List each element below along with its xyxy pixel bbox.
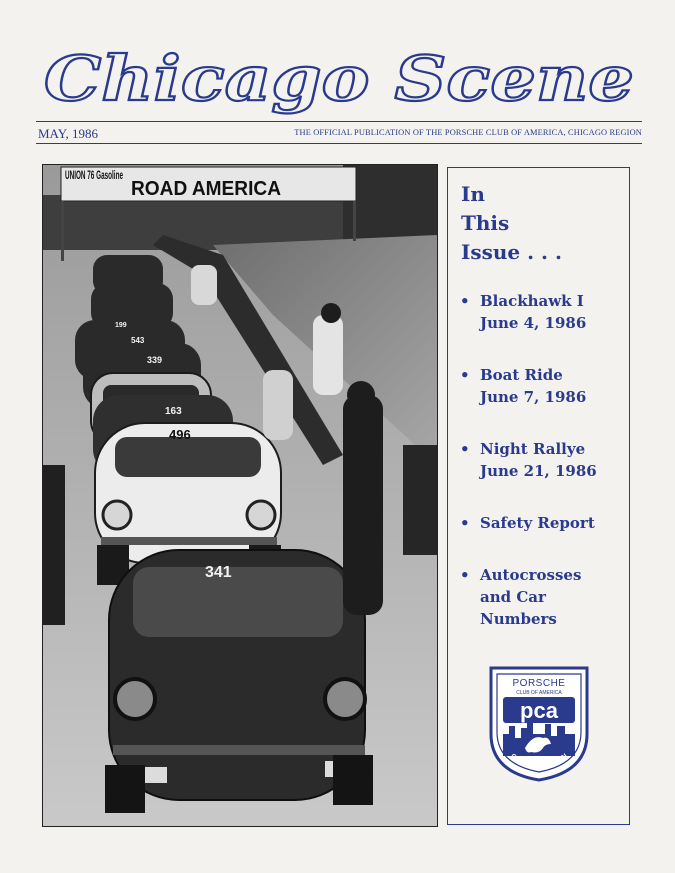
bullet-icon: • bbox=[460, 440, 470, 458]
bullet-icon: • bbox=[460, 292, 470, 310]
pca-chicago-region-logo bbox=[485, 664, 593, 782]
issue-item-line: Numbers bbox=[480, 610, 557, 628]
masthead-text: Chicago Scene bbox=[44, 44, 634, 115]
cover-photo-illustration bbox=[43, 165, 437, 826]
logo-porsche-text: PORSCHE bbox=[512, 678, 566, 689]
heading-line: This bbox=[461, 211, 510, 235]
issue-item-title: Autocrosses bbox=[480, 566, 582, 584]
in-this-issue-box bbox=[447, 167, 630, 825]
publication-tagline: THE OFFICIAL PUBLICATION OF THE PORSCHE CLUB OF AMERICA, CHICAGO REGION bbox=[294, 128, 642, 137]
top-rule bbox=[36, 121, 642, 122]
bottom-rule bbox=[36, 143, 642, 144]
banner-main-text: ROAD AMERICA bbox=[131, 178, 281, 200]
issue-item-date: June 7, 1986 bbox=[480, 388, 587, 406]
logo-club-text: CLUB OF AMERICA bbox=[516, 690, 562, 696]
bullet-icon: • bbox=[460, 366, 470, 384]
car-number-163: 163 bbox=[165, 406, 182, 417]
issue-item-date: June 21, 1986 bbox=[480, 462, 597, 480]
issue-item-safety-report bbox=[458, 512, 628, 534]
issue-list bbox=[458, 290, 628, 660]
banner-left-text: UNION 76 Gasoline bbox=[65, 168, 124, 182]
car-number-339: 339 bbox=[147, 355, 163, 365]
issue-item-title: Blackhawk I bbox=[480, 292, 584, 310]
issue-item-night-rallye bbox=[458, 438, 628, 482]
issue-item-line: and Car bbox=[480, 588, 546, 606]
car-number-341: 341 bbox=[205, 564, 232, 581]
heading-line: In bbox=[461, 182, 485, 206]
issue-item-autocrosses bbox=[458, 564, 628, 630]
issue-item-title: Safety Report bbox=[480, 514, 595, 532]
issue-item-title: Boat Ride bbox=[480, 366, 563, 384]
car-number-199: 199 bbox=[115, 322, 127, 329]
issue-item-date: June 4, 1986 bbox=[480, 314, 587, 332]
logo-pca-mark: pca bbox=[520, 698, 558, 723]
bullet-icon: • bbox=[460, 514, 470, 532]
issue-date: MAY, 1986 bbox=[38, 126, 98, 141]
bullet-icon: • bbox=[460, 566, 470, 584]
issue-item-boat-ride bbox=[458, 364, 628, 408]
logo-region-text: CHICAGO REGION bbox=[509, 752, 569, 771]
dark-porsche bbox=[105, 550, 373, 813]
issue-item-blackhawk bbox=[458, 290, 628, 334]
heading-line: Issue . . . bbox=[461, 240, 562, 264]
issue-item-title: Night Rallye bbox=[480, 440, 586, 458]
masthead-title bbox=[36, 44, 642, 122]
car-number-496: 496 bbox=[169, 427, 191, 442]
masthead-svg bbox=[36, 44, 642, 122]
cover-photo bbox=[42, 164, 438, 827]
car-number-543: 543 bbox=[131, 336, 145, 345]
in-this-issue-heading bbox=[461, 180, 562, 267]
